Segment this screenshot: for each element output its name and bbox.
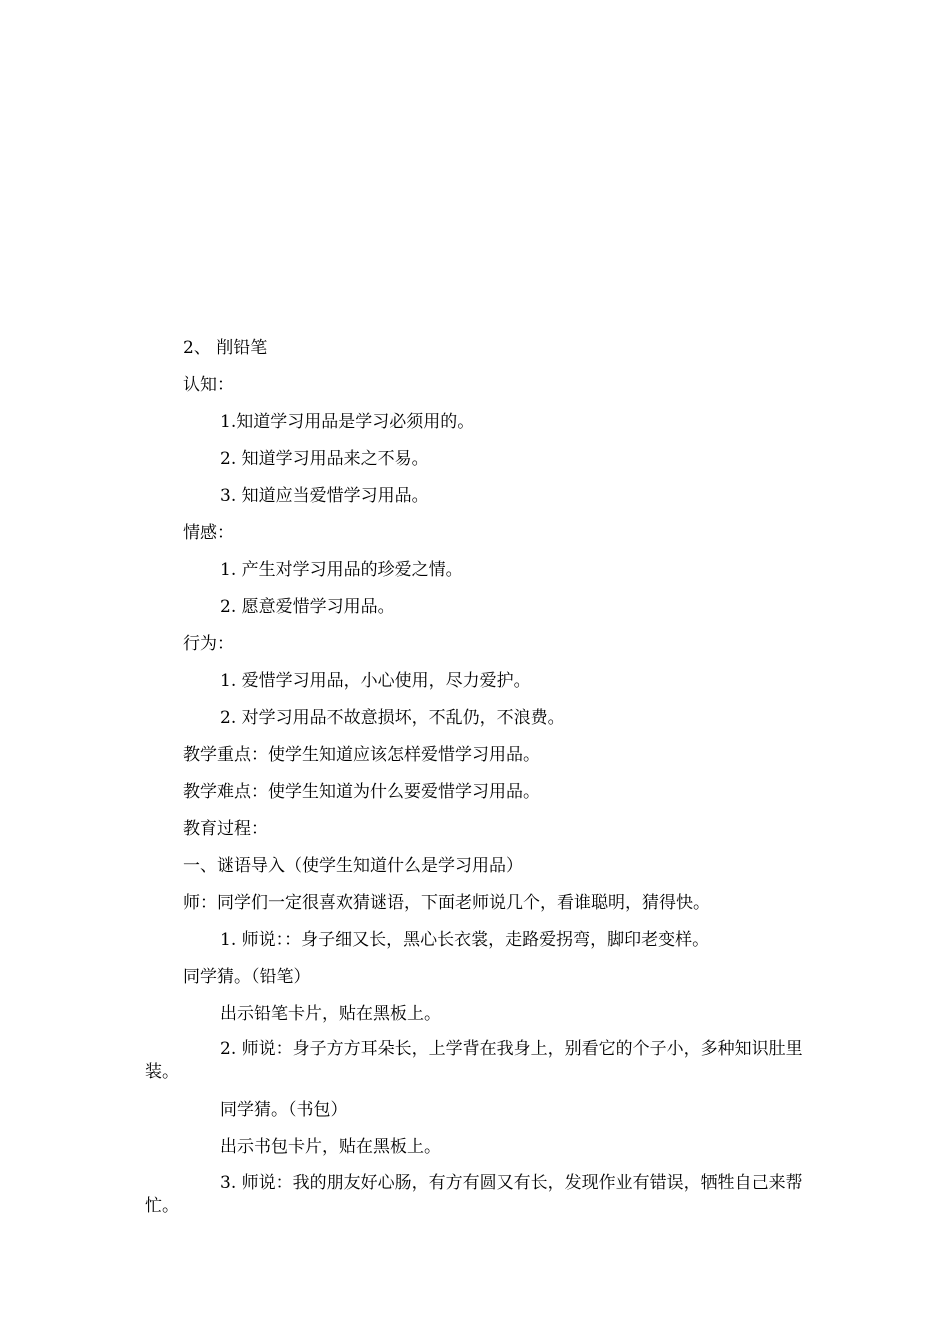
riddle-3: 3. 师说：我的朋友好心肠，有方有圆又有长，发现作业有错误，牺牲自己来帮忙。 bbox=[145, 1173, 803, 1216]
section-title: 2、 削铅笔 bbox=[183, 338, 268, 358]
answer-1: 同学猜。（铅笔） bbox=[183, 967, 311, 987]
riddle-2: 2. 师说：身子方方耳朵长，上学背在我身上，别看它的个子小，多种知识肚里装。 bbox=[145, 1039, 803, 1082]
cognition-item: 2. 知道学习用品来之不易。 bbox=[220, 449, 429, 469]
show-card-1: 出示铅笔卡片，贴在黑板上。 bbox=[220, 1004, 441, 1024]
part-one-title: 一、谜语导入（使学生知道什么是学习用品） bbox=[183, 856, 523, 876]
emotion-heading: 情感： bbox=[183, 523, 234, 543]
cognition-item: 1.知道学习用品是学习必须用的。 bbox=[220, 412, 475, 432]
key-point: 教学重点：使学生知道应该怎样爱惜学习用品。 bbox=[183, 745, 540, 765]
behavior-heading: 行为： bbox=[183, 634, 234, 654]
process-heading: 教育过程： bbox=[183, 819, 268, 839]
cognition-item: 3. 知道应当爱惜学习用品。 bbox=[220, 486, 429, 506]
teacher-intro: 师：同学们一定很喜欢猜谜语，下面老师说几个，看谁聪明，猜得快。 bbox=[183, 893, 710, 913]
emotion-item: 2. 愿意爱惜学习用品。 bbox=[220, 597, 395, 617]
answer-2: 同学猜。（书包） bbox=[220, 1100, 348, 1120]
cognition-heading: 认知： bbox=[183, 375, 234, 395]
behavior-item: 1. 爱惜学习用品，小心使用，尽力爱护。 bbox=[220, 671, 531, 691]
show-card-2: 出示书包卡片，贴在黑板上。 bbox=[220, 1137, 441, 1157]
behavior-item: 2. 对学习用品不故意损坏，不乱仍，不浪费。 bbox=[220, 708, 565, 728]
difficulty: 教学难点：使学生知道为什么要爱惜学习用品。 bbox=[183, 782, 540, 802]
riddle-1: 1. 师说：：身子细又长，黑心长衣裳，走路爱拐弯，脚印老变样。 bbox=[220, 930, 710, 950]
emotion-item: 1. 产生对学习用品的珍爱之情。 bbox=[220, 560, 463, 580]
